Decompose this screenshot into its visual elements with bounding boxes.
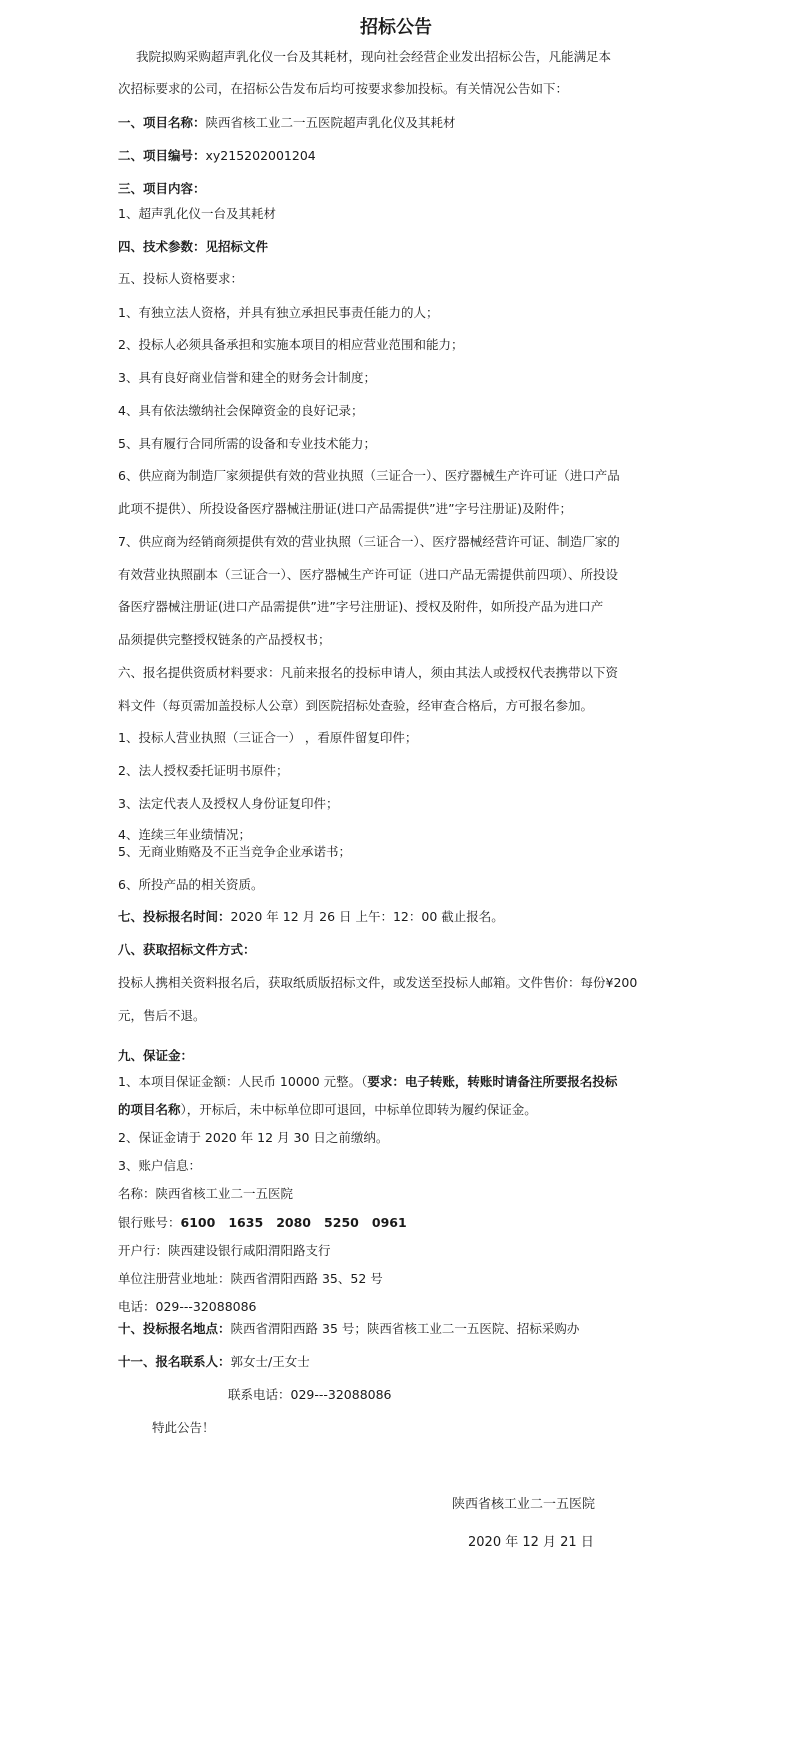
materials-item-6: 6、所投产品的相关资质。 bbox=[118, 877, 264, 892]
closing-notice: 特此公告！ bbox=[152, 1420, 215, 1435]
project-number-label: 二、项目编号： bbox=[118, 148, 206, 163]
bank-account-label: 银行账号： bbox=[118, 1215, 181, 1230]
deposit-item-1-line-1 bbox=[118, 1073, 617, 1091]
materials-item-1: 1、投标人营业执照（三证合一） ，看原件留复印件； bbox=[118, 730, 418, 745]
qualification-item-7-line-1: 7、供应商为经销商须提供有效的营业执照（三证合一）、医疗器械经营许可证、制造厂家的 bbox=[118, 534, 620, 549]
account-name: 名称：陕西省核工业二一五医院 bbox=[118, 1186, 294, 1201]
tech-params-label: 四、技术参数：见招标文件 bbox=[118, 239, 269, 254]
registration-location bbox=[118, 1320, 579, 1338]
deposit-requirement-end: 的项目名称 bbox=[118, 1102, 181, 1117]
contact-person-label: 十一、报名联系人： bbox=[118, 1354, 231, 1369]
contact-phone: 联系电话：029---32088086 bbox=[228, 1387, 392, 1402]
materials-item-5: 5、无商业贿赂及不正当竞争企业承诺书； bbox=[118, 844, 351, 859]
deposit-refund-text: ），开标后，未中标单位即可退回，中标单位即转为履约保证金。 bbox=[180, 1102, 537, 1117]
project-name-value: 陕西省核工业二一五医院超声乳化仪及其耗材 bbox=[205, 115, 456, 130]
qualification-item-7-line-4: 品须提供完整授权链条的产品授权书； bbox=[118, 632, 331, 647]
bank-account bbox=[118, 1214, 407, 1232]
qualification-item-6-line-1: 6、供应商为制造厂家须提供有效的营业执照（三证合一）、医疗器械生产许可证（进口产品 bbox=[118, 468, 620, 483]
obtain-docs-line-2: 元，售后不退。 bbox=[118, 1008, 206, 1023]
signature-date: 2020 年 12 月 21 日 bbox=[468, 1535, 594, 1550]
deposit-phone: 电话：029---32088086 bbox=[118, 1299, 257, 1314]
qualification-item-3: 3、具有良好商业信誉和建全的财务会计制度； bbox=[118, 370, 376, 385]
deposit-amount-text: 1、本项目保证金额：人民币 10000 元整。（ bbox=[118, 1074, 368, 1089]
bank-account-number: 6100 1635 2080 5250 0961 bbox=[180, 1215, 407, 1230]
project-content-label: 三、项目内容： bbox=[118, 181, 206, 196]
contact-person-value: 郭女士/王女士 bbox=[230, 1354, 310, 1369]
registration-time-value: 2020 年 12 月 26 日 上午：12：00 截止报名。 bbox=[230, 909, 504, 924]
materials-line-2: 料文件（每页需加盖投标人公章）到医院招标处查验，经审查合格后，方可报名参加。 bbox=[118, 698, 594, 713]
deposit-item-1-line-2 bbox=[118, 1101, 537, 1119]
project-content-item: 1、超声乳化仪一台及其耗材 bbox=[118, 206, 276, 221]
registration-time-label: 七、投标报名时间： bbox=[118, 909, 231, 924]
qualification-item-1: 1、有独立法人资格，并具有独立承担民事责任能力的人； bbox=[118, 305, 439, 320]
intro-line-1: 我院拟购采购超声乳化仪一台及其耗材，现向社会经营企业发出招标公告，凡能满足本 bbox=[136, 49, 612, 64]
obtain-docs-label: 八、获取招标文件方式： bbox=[118, 942, 256, 957]
qualification-item-6-line-2: 此项不提供）、所投设备医疗器械注册证(进口产品需提供”进”字号注册证)及附件； bbox=[118, 501, 572, 516]
qualification-heading: 五、投标人资格要求： bbox=[118, 271, 244, 286]
signature-org: 陕西省核工业二一五医院 bbox=[452, 1497, 596, 1512]
materials-item-2: 2、法人授权委托证明书原件； bbox=[118, 763, 289, 778]
qualification-item-7-line-2: 有效营业执照副本（三证合一）、医疗器械生产许可证（进口产品无需提供前四项）、所投设 bbox=[118, 567, 619, 582]
project-name-label: 一、项目名称： bbox=[118, 115, 206, 130]
project-name bbox=[118, 114, 456, 132]
qualification-item-4: 4、具有依法缴纳社会保障资金的良好记录； bbox=[118, 403, 364, 418]
opening-bank: 开户行：陕西建设银行咸阳渭阳路支行 bbox=[118, 1243, 331, 1258]
registration-time bbox=[118, 908, 504, 926]
qualification-item-2: 2、投标人必须具备承担和实施本项目的相应营业范围和能力； bbox=[118, 337, 464, 352]
project-number-value: xy215202001204 bbox=[205, 148, 316, 163]
registration-location-value: 陕西省渭阳西路 35 号；陕西省核工业二一五医院、招标采购办 bbox=[230, 1321, 580, 1336]
registration-location-label: 十、投标报名地点： bbox=[118, 1321, 231, 1336]
deposit-requirement: 要求：电子转账，转账时请备注所要报名投标 bbox=[367, 1074, 618, 1089]
qualification-item-5: 5、具有履行合同所需的设备和专业技术能力； bbox=[118, 436, 376, 451]
deposit-label: 九、保证金： bbox=[118, 1048, 194, 1063]
materials-item-4: 4、连续三年业绩情况； bbox=[118, 827, 251, 842]
materials-item-3: 3、法定代表人及授权人身份证复印件； bbox=[118, 796, 339, 811]
deposit-item-2: 2、保证金请于 2020 年 12 月 30 日之前缴纳。 bbox=[118, 1130, 389, 1145]
qualification-item-7-line-3: 备医疗器械注册证(进口产品需提供”进”字号注册证)、授权及附件，如所投产品为进口产 bbox=[118, 599, 604, 614]
contact-person bbox=[118, 1353, 310, 1371]
deposit-item-3: 3、账户信息： bbox=[118, 1158, 201, 1173]
registered-address: 单位注册营业地址：陕西省渭阳西路 35、52 号 bbox=[118, 1271, 383, 1286]
obtain-docs-line-1: 投标人携相关资料报名后，获取纸质版招标文件，或发送至投标人邮箱。文件售价：每份¥200 bbox=[118, 975, 638, 990]
page-title: 招标公告 bbox=[360, 17, 432, 38]
project-number bbox=[118, 147, 316, 165]
materials-line-1: 六、报名提供资质材料要求：凡前来报名的投标申请人，须由其法人或授权代表携带以下资 bbox=[118, 665, 619, 680]
intro-line-2: 次招标要求的公司，在招标公告发布后均可按要求参加投标。有关情况公告如下： bbox=[118, 81, 569, 96]
